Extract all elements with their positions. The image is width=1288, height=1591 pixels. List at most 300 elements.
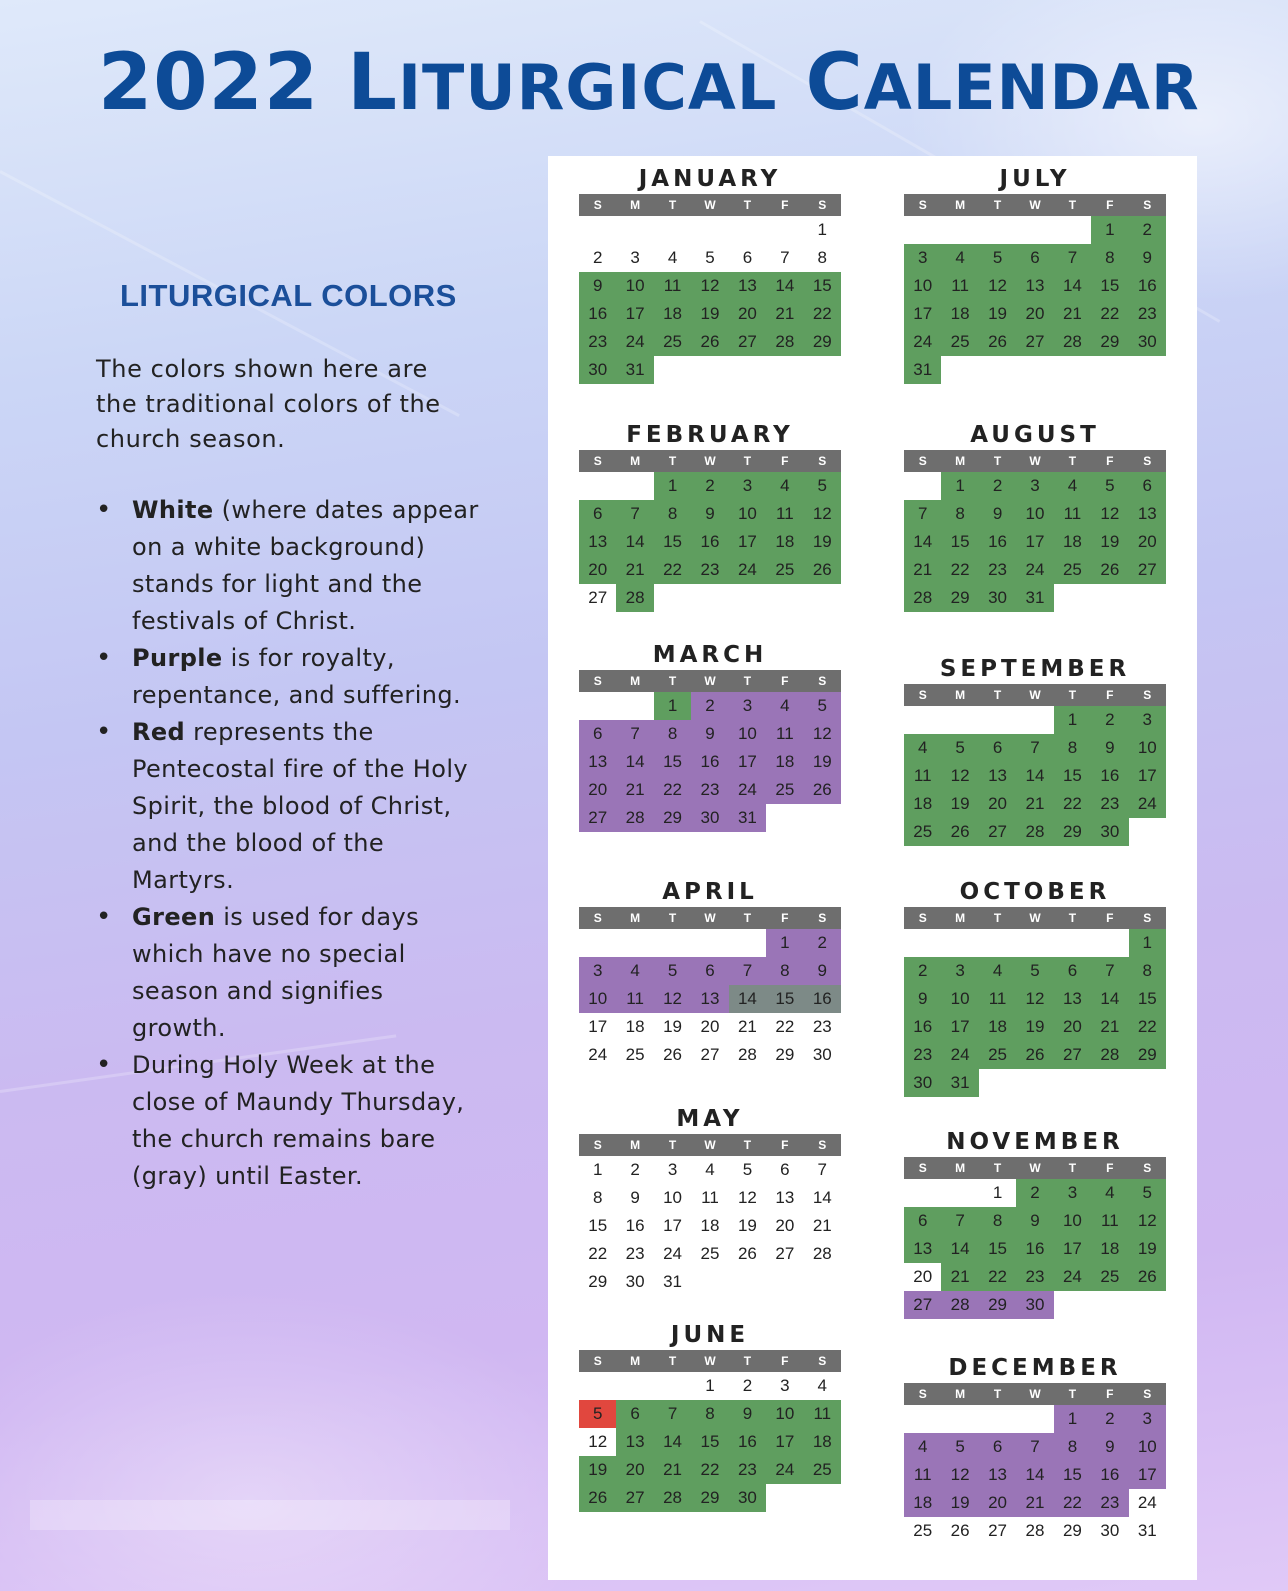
- day-cell: 27: [579, 804, 616, 832]
- day-cell: 11: [979, 985, 1016, 1013]
- weekday-label: T: [993, 911, 1002, 925]
- day-cell: 4: [904, 1433, 941, 1461]
- day-cell: 26: [804, 776, 841, 804]
- day-cell: 12: [1129, 1207, 1166, 1235]
- month-name: FEBRUARY: [626, 422, 794, 448]
- weekday-label: S: [818, 911, 827, 925]
- weekday-label: S: [918, 198, 927, 212]
- weekday-label: F: [781, 1354, 789, 1368]
- day-cell: 30: [1091, 818, 1128, 846]
- weekday-label: W: [1029, 454, 1041, 468]
- day-cell: 6: [979, 1433, 1016, 1461]
- day-cell: 29: [1054, 1517, 1091, 1545]
- day-cell: 10: [1129, 1433, 1166, 1461]
- day-cell: 4: [1054, 472, 1091, 500]
- day-cell: 8: [1129, 957, 1166, 985]
- empty-cell: [579, 692, 616, 720]
- weekday-header: [904, 907, 1166, 929]
- day-cell: 15: [979, 1235, 1016, 1263]
- day-grid: [904, 472, 1166, 612]
- day-cell: 20: [1129, 528, 1166, 556]
- day-cell: 4: [804, 1372, 841, 1400]
- day-cell: 6: [691, 957, 728, 985]
- month-july: [904, 164, 1166, 384]
- day-cell: 11: [1054, 500, 1091, 528]
- day-cell: 20: [979, 790, 1016, 818]
- weekday-label: F: [781, 674, 789, 688]
- month-name: AUGUST: [970, 422, 1100, 448]
- weekday-label: T: [993, 454, 1002, 468]
- day-cell: 30: [804, 1041, 841, 1069]
- day-cell: 3: [1129, 1405, 1166, 1433]
- day-cell: 30: [1016, 1291, 1053, 1319]
- day-cell: 26: [941, 818, 978, 846]
- day-cell: 26: [729, 1240, 766, 1268]
- day-cell: 13: [1016, 272, 1053, 300]
- day-cell: 5: [579, 1400, 616, 1428]
- day-cell: 4: [1091, 1179, 1128, 1207]
- day-cell: 5: [804, 472, 841, 500]
- day-cell: 20: [904, 1263, 941, 1291]
- day-cell: 20: [691, 1013, 728, 1041]
- day-cell: 12: [729, 1184, 766, 1212]
- weekday-label: W: [704, 674, 716, 688]
- empty-cell: [941, 1179, 978, 1207]
- day-cell: 3: [766, 1372, 803, 1400]
- day-cell: 9: [804, 957, 841, 985]
- weekday-label: S: [818, 674, 827, 688]
- day-cell: 27: [1016, 328, 1053, 356]
- day-cell: 10: [904, 272, 941, 300]
- day-cell: 21: [904, 556, 941, 584]
- day-cell: 3: [941, 957, 978, 985]
- day-cell: 30: [1129, 328, 1166, 356]
- day-cell: 25: [616, 1041, 653, 1069]
- day-cell: 1: [691, 1372, 728, 1400]
- month-december: [904, 1353, 1166, 1545]
- day-cell: 11: [654, 272, 691, 300]
- title-liturgical-initial: L: [347, 38, 398, 128]
- day-cell: 8: [1054, 734, 1091, 762]
- month-name: JANUARY: [638, 166, 782, 192]
- day-cell: 23: [691, 556, 728, 584]
- day-grid: [579, 1156, 841, 1296]
- day-cell: 21: [616, 556, 653, 584]
- day-cell: 12: [579, 1428, 616, 1456]
- day-cell: 13: [579, 748, 616, 776]
- day-cell: 25: [766, 556, 803, 584]
- day-cell: 3: [616, 244, 653, 272]
- day-cell: 17: [579, 1013, 616, 1041]
- weekday-label: M: [955, 1387, 966, 1401]
- weekday-label: S: [1143, 198, 1152, 212]
- day-cell: 28: [654, 1484, 691, 1512]
- title-year: 2022: [98, 38, 320, 128]
- day-cell: 16: [579, 300, 616, 328]
- day-cell: 21: [616, 776, 653, 804]
- day-cell: 31: [616, 356, 653, 384]
- day-cell: 4: [654, 244, 691, 272]
- day-cell: 16: [1129, 272, 1166, 300]
- weekday-label: T: [993, 198, 1002, 212]
- day-cell: 8: [691, 1400, 728, 1428]
- page-title: [98, 38, 1200, 128]
- day-cell: 30: [616, 1268, 653, 1296]
- empty-cell: [1016, 1405, 1053, 1433]
- day-cell: 24: [616, 328, 653, 356]
- day-cell: 16: [729, 1428, 766, 1456]
- day-cell: 25: [766, 776, 803, 804]
- day-cell: 28: [616, 804, 653, 832]
- day-cell: 22: [691, 1456, 728, 1484]
- day-cell: 9: [979, 500, 1016, 528]
- legend-text: (where dates appear on a white background) stands for light and the festivals of Christ.: [132, 496, 479, 635]
- day-cell: 19: [1091, 528, 1128, 556]
- month-january: [579, 164, 841, 384]
- weekday-label: T: [668, 674, 677, 688]
- day-cell: 13: [766, 1184, 803, 1212]
- weekday-label: M: [955, 198, 966, 212]
- day-cell: 10: [1016, 500, 1053, 528]
- day-cell: 28: [729, 1041, 766, 1069]
- day-cell: 6: [579, 720, 616, 748]
- liturgical-colors-heading: LITURGICAL COLORS: [120, 278, 457, 313]
- day-cell: 10: [941, 985, 978, 1013]
- day-cell: 14: [1016, 762, 1053, 790]
- day-cell: 1: [579, 1156, 616, 1184]
- day-cell: 16: [1091, 762, 1128, 790]
- day-cell: 26: [654, 1041, 691, 1069]
- legend-term: Purple: [132, 644, 223, 672]
- day-grid: [904, 1179, 1166, 1319]
- day-cell: 19: [691, 300, 728, 328]
- day-cell: 18: [616, 1013, 653, 1041]
- day-cell: 21: [1016, 790, 1053, 818]
- weekday-header: [579, 1350, 841, 1372]
- month-name: NOVEMBER: [946, 1129, 1124, 1155]
- day-cell: 17: [1129, 762, 1166, 790]
- day-cell: 3: [1129, 706, 1166, 734]
- day-cell: 22: [804, 300, 841, 328]
- day-cell: 9: [904, 985, 941, 1013]
- day-cell: 7: [1016, 734, 1053, 762]
- month-name: JUNE: [670, 1322, 750, 1348]
- day-cell: 15: [941, 528, 978, 556]
- day-cell: 20: [616, 1456, 653, 1484]
- day-cell: 5: [654, 957, 691, 985]
- day-cell: 20: [979, 1489, 1016, 1517]
- day-cell: 5: [1091, 472, 1128, 500]
- day-cell: 7: [904, 500, 941, 528]
- weekday-label: S: [593, 911, 602, 925]
- day-cell: 15: [654, 528, 691, 556]
- day-cell: 14: [616, 748, 653, 776]
- day-cell: 14: [1054, 272, 1091, 300]
- day-cell: 3: [579, 957, 616, 985]
- day-cell: 14: [1091, 985, 1128, 1013]
- day-cell: 5: [941, 734, 978, 762]
- legend-text: is used for days which have no special season and signifies growth.: [132, 903, 420, 1042]
- day-cell: 10: [729, 500, 766, 528]
- day-cell: 18: [766, 528, 803, 556]
- legend-item-gray: [96, 1047, 481, 1195]
- empty-cell: [1054, 216, 1091, 244]
- day-cell: 27: [904, 1291, 941, 1319]
- day-cell: 7: [1054, 244, 1091, 272]
- day-cell: 19: [1129, 1235, 1166, 1263]
- weekday-header: [579, 907, 841, 929]
- weekday-label: T: [743, 911, 752, 925]
- day-cell: 3: [904, 244, 941, 272]
- day-cell: 23: [979, 556, 1016, 584]
- day-cell: 10: [729, 720, 766, 748]
- day-cell: 18: [1054, 528, 1091, 556]
- day-cell: 8: [654, 720, 691, 748]
- day-cell: 16: [1016, 1235, 1053, 1263]
- empty-cell: [616, 216, 653, 244]
- day-cell: 21: [941, 1263, 978, 1291]
- day-cell: 30: [979, 584, 1016, 612]
- day-cell: 19: [654, 1013, 691, 1041]
- day-cell: 27: [979, 1517, 1016, 1545]
- legend-text: During Holy Week at the close of Maundy Thursday, the church remains bare (gray) until Easter.: [132, 1051, 465, 1190]
- day-cell: 10: [579, 985, 616, 1013]
- month-may: [579, 1104, 841, 1296]
- day-cell: 3: [729, 692, 766, 720]
- weekday-label: W: [704, 1138, 716, 1152]
- day-cell: 1: [1054, 706, 1091, 734]
- day-cell: 28: [941, 1291, 978, 1319]
- empty-cell: [904, 929, 941, 957]
- weekday-header: [904, 194, 1166, 216]
- day-cell: 17: [616, 300, 653, 328]
- empty-cell: [654, 216, 691, 244]
- day-cell: 19: [729, 1212, 766, 1240]
- day-cell: 19: [941, 790, 978, 818]
- legend-item-green: [96, 899, 481, 1047]
- day-cell: 7: [616, 720, 653, 748]
- day-cell: 3: [729, 472, 766, 500]
- day-cell: 6: [1054, 957, 1091, 985]
- weekday-label: F: [781, 454, 789, 468]
- weekday-label: S: [593, 454, 602, 468]
- day-cell: 9: [1129, 244, 1166, 272]
- day-cell: 13: [979, 762, 1016, 790]
- weekday-label: T: [1068, 688, 1077, 702]
- empty-cell: [979, 929, 1016, 957]
- day-cell: 23: [616, 1240, 653, 1268]
- day-cell: 9: [1091, 1433, 1128, 1461]
- weekday-label: T: [1068, 1387, 1077, 1401]
- day-cell: 5: [1129, 1179, 1166, 1207]
- day-cell: 13: [691, 985, 728, 1013]
- day-cell: 6: [1129, 472, 1166, 500]
- weekday-label: M: [630, 1354, 641, 1368]
- day-cell: 16: [616, 1212, 653, 1240]
- day-cell: 23: [1091, 1489, 1128, 1517]
- day-cell: 11: [616, 985, 653, 1013]
- weekday-label: S: [818, 198, 827, 212]
- weekday-label: S: [593, 1354, 602, 1368]
- day-cell: 22: [579, 1240, 616, 1268]
- empty-cell: [579, 1372, 616, 1400]
- day-cell: 15: [804, 272, 841, 300]
- empty-cell: [1091, 929, 1128, 957]
- day-grid: [579, 472, 841, 612]
- day-cell: 2: [691, 472, 728, 500]
- empty-cell: [941, 706, 978, 734]
- day-cell: 12: [979, 272, 1016, 300]
- day-cell: 22: [979, 1263, 1016, 1291]
- month-february: [579, 420, 841, 612]
- day-grid: [579, 1372, 841, 1512]
- day-cell: 15: [691, 1428, 728, 1456]
- day-cell: 8: [941, 500, 978, 528]
- weekday-label: S: [593, 1138, 602, 1152]
- day-cell: 22: [1054, 790, 1091, 818]
- day-cell: 28: [804, 1240, 841, 1268]
- weekday-label: S: [593, 198, 602, 212]
- day-cell: 30: [904, 1069, 941, 1097]
- day-cell: 11: [1091, 1207, 1128, 1235]
- day-cell: 28: [1054, 328, 1091, 356]
- day-cell: 23: [1016, 1263, 1053, 1291]
- day-cell: 14: [904, 528, 941, 556]
- weekday-label: M: [630, 198, 641, 212]
- day-cell: 24: [904, 328, 941, 356]
- day-cell: 13: [729, 272, 766, 300]
- day-cell: 3: [654, 1156, 691, 1184]
- weekday-label: M: [955, 1161, 966, 1175]
- day-cell: 6: [729, 244, 766, 272]
- day-cell: 31: [654, 1268, 691, 1296]
- day-cell: 2: [729, 1372, 766, 1400]
- month-april: [579, 877, 841, 1069]
- day-cell: 18: [804, 1428, 841, 1456]
- day-cell: 25: [691, 1240, 728, 1268]
- day-cell: 23: [904, 1041, 941, 1069]
- day-cell: 1: [979, 1179, 1016, 1207]
- day-cell: 1: [1129, 929, 1166, 957]
- day-cell: 19: [579, 1456, 616, 1484]
- day-cell: 14: [616, 528, 653, 556]
- day-cell: 16: [691, 748, 728, 776]
- day-cell: 24: [729, 556, 766, 584]
- day-grid: [904, 216, 1166, 384]
- weekday-label: T: [743, 454, 752, 468]
- day-cell: 2: [1129, 216, 1166, 244]
- day-cell: 31: [941, 1069, 978, 1097]
- day-cell: 29: [979, 1291, 1016, 1319]
- day-cell: 21: [804, 1212, 841, 1240]
- day-cell: 13: [1129, 500, 1166, 528]
- weekday-label: T: [668, 911, 677, 925]
- day-cell: 8: [654, 500, 691, 528]
- weekday-label: W: [704, 911, 716, 925]
- empty-cell: [654, 929, 691, 957]
- empty-cell: [1016, 929, 1053, 957]
- day-cell: 12: [1016, 985, 1053, 1013]
- day-cell: 13: [579, 528, 616, 556]
- legend-text: is for royalty, repentance, and suffering.: [132, 644, 462, 709]
- day-cell: 22: [941, 556, 978, 584]
- day-cell: 18: [691, 1212, 728, 1240]
- month-august: [904, 420, 1166, 612]
- weekday-label: T: [1068, 198, 1077, 212]
- day-cell: 4: [766, 472, 803, 500]
- day-cell: 29: [1091, 328, 1128, 356]
- day-cell: 2: [1091, 706, 1128, 734]
- day-cell: 5: [1016, 957, 1053, 985]
- day-cell: 28: [904, 584, 941, 612]
- empty-cell: [654, 1372, 691, 1400]
- day-cell: 25: [1091, 1263, 1128, 1291]
- empty-cell: [904, 1179, 941, 1207]
- day-cell: 1: [941, 472, 978, 500]
- day-cell: 24: [1054, 1263, 1091, 1291]
- weekday-label: S: [1143, 688, 1152, 702]
- day-cell: 14: [654, 1428, 691, 1456]
- day-cell: 18: [904, 790, 941, 818]
- month-name: APRIL: [662, 879, 758, 905]
- day-cell: 3: [1054, 1179, 1091, 1207]
- empty-cell: [616, 692, 653, 720]
- day-cell: 2: [616, 1156, 653, 1184]
- weekday-label: W: [704, 198, 716, 212]
- day-cell: 7: [766, 244, 803, 272]
- month-name: JULY: [999, 166, 1071, 192]
- day-cell: 21: [729, 1013, 766, 1041]
- day-cell: 21: [766, 300, 803, 328]
- day-cell: 15: [1054, 1461, 1091, 1489]
- day-grid: [579, 692, 841, 832]
- weekday-label: T: [743, 1354, 752, 1368]
- title-calendar-initial: C: [805, 38, 864, 128]
- day-cell: 9: [616, 1184, 653, 1212]
- weekday-label: S: [818, 454, 827, 468]
- day-cell: 15: [1054, 762, 1091, 790]
- day-cell: 4: [904, 734, 941, 762]
- day-cell: 4: [941, 244, 978, 272]
- day-cell: 24: [1129, 1489, 1166, 1517]
- legend-text: represents the Pentecostal fire of the Holy Spirit, the blood of Christ, and the blood of the Martyrs.: [132, 718, 468, 894]
- weekday-label: T: [743, 674, 752, 688]
- day-cell: 29: [766, 1041, 803, 1069]
- weekday-header: [904, 450, 1166, 472]
- day-cell: 17: [654, 1212, 691, 1240]
- day-cell: 11: [904, 1461, 941, 1489]
- day-cell: 28: [1091, 1041, 1128, 1069]
- weekday-header: [579, 670, 841, 692]
- empty-cell: [904, 1405, 941, 1433]
- day-cell: 3: [1016, 472, 1053, 500]
- weekday-label: T: [1068, 1161, 1077, 1175]
- day-cell: 29: [804, 328, 841, 356]
- day-cell: 26: [579, 1484, 616, 1512]
- day-cell: 1: [766, 929, 803, 957]
- legend-item-purple: [96, 640, 481, 714]
- day-cell: 8: [979, 1207, 1016, 1235]
- weekday-label: T: [668, 198, 677, 212]
- day-cell: 12: [691, 272, 728, 300]
- empty-cell: [616, 929, 653, 957]
- day-cell: 12: [941, 1461, 978, 1489]
- day-cell: 6: [616, 1400, 653, 1428]
- day-cell: 2: [691, 692, 728, 720]
- day-cell: 11: [766, 720, 803, 748]
- day-cell: 2: [979, 472, 1016, 500]
- day-cell: 24: [654, 1240, 691, 1268]
